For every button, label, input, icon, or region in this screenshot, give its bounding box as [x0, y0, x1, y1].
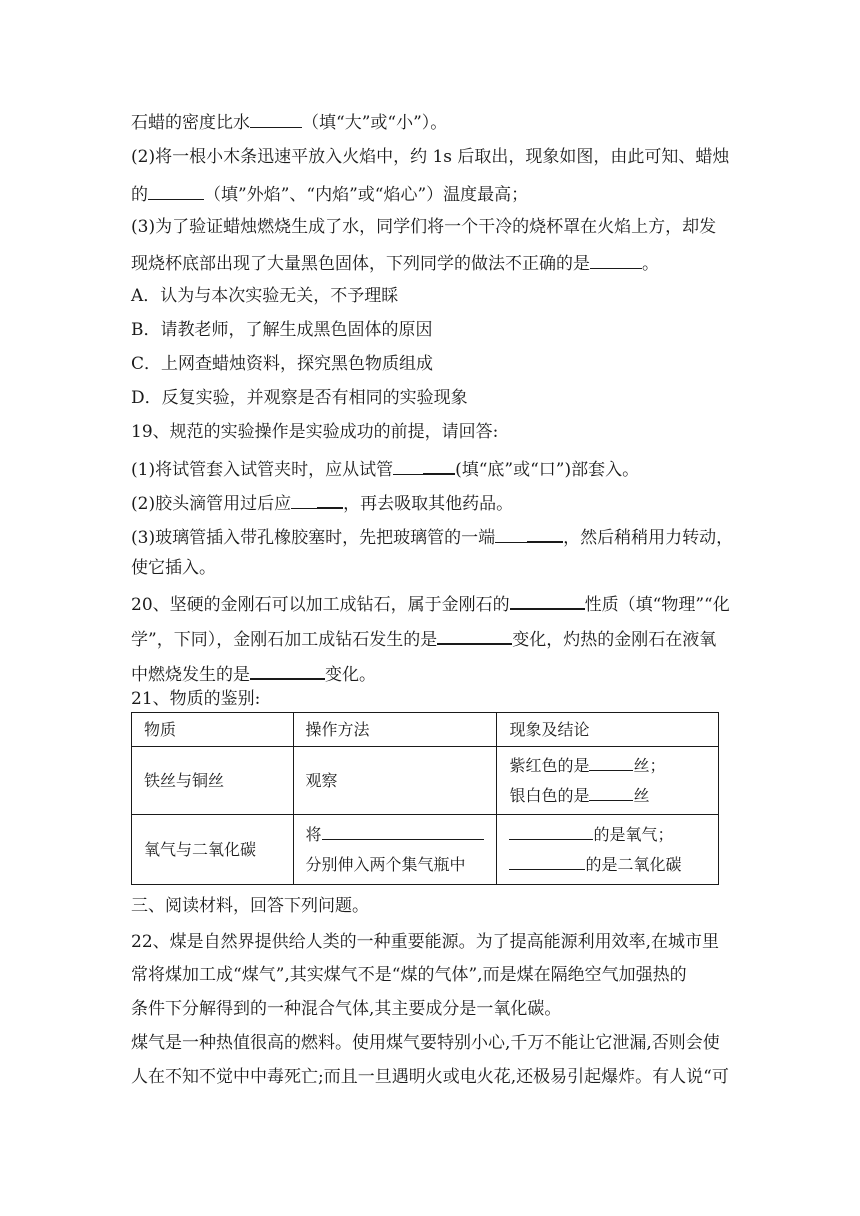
answer-blank[interactable] — [509, 853, 585, 870]
answer-blank[interactable] — [148, 181, 204, 200]
q22-line-3: 条件下分解得到的一种混合气体,其主要成分是一氧化碳。 — [131, 999, 562, 1019]
answer-blank-bold[interactable] — [423, 455, 455, 475]
q20-line-3: 中燃烧发生的是 变化。 — [131, 660, 376, 687]
q18-part2-cont: 的 （填”外焰”、“内焰”或“焰心”）温度最高； — [131, 181, 528, 207]
answer-blank[interactable] — [589, 784, 633, 801]
answer-blank-bold[interactable] — [437, 625, 512, 645]
answer-blank[interactable] — [291, 490, 317, 509]
answer-blank[interactable] — [250, 109, 302, 128]
answer-blank[interactable] — [509, 823, 593, 840]
answer-blank[interactable] — [495, 524, 527, 543]
answer-blank-bold[interactable] — [317, 489, 343, 509]
option-c: C．上网查蜡烛资料，探究黑色物质组成 — [131, 354, 434, 374]
cell-substance: 铁丝与铜丝 — [132, 747, 294, 815]
table-row — [132, 747, 719, 815]
cell-result: 紫红色的是 丝； 银白色的是 丝 — [497, 747, 719, 815]
answer-blank-bold[interactable] — [510, 590, 585, 610]
table-row — [132, 815, 719, 885]
header-method: 操作方法 — [293, 713, 497, 747]
table-header-row — [132, 713, 719, 747]
cell-method: 将 分别伸入两个集气瓶中 — [293, 815, 497, 885]
answer-blank-bold[interactable] — [250, 660, 325, 680]
q21-stem: 21、物质的鉴别: — [131, 689, 261, 709]
cell-result: 的是氧气； 的是二氧化碳 — [497, 815, 719, 885]
paragraph-2-line-1: 煤气是一种热值很高的燃料。使用煤气要特别小心,千万不能让它泄漏,否则会使 — [131, 1033, 720, 1053]
q19-part2: (2)胶头滴管用过后应 ，再去吸取其他药品。 — [131, 489, 513, 516]
answer-blank[interactable] — [589, 754, 633, 771]
option-d: D．反复实验，并观察是否有相同的实验现象 — [131, 388, 468, 408]
identification-table — [131, 712, 719, 885]
section-3-heading: 三、阅读材料，回答下列问题。 — [131, 896, 369, 916]
answer-blank[interactable] — [590, 250, 642, 269]
q20-line-2: 学”，下同），金刚石加工成钻石发生的是 变化，灼热的金刚石在液氧 — [131, 625, 716, 652]
q18-part3-cont: 现烧杯底部出现了大量黑色固体，下列同学的做法不正确的是 。 — [131, 250, 659, 276]
header-result: 现象及结论 — [497, 713, 719, 747]
cell-method: 观察 — [293, 747, 497, 815]
option-a: A．认为与本次实验无关，不予理睬 — [131, 286, 399, 306]
q18-part3-line: (3)为了验证蜡烛燃烧生成了水，同学们将一个干冷的烧杯罩在火焰上方，却发 — [131, 217, 717, 237]
q18-line-1: 石蜡的密度比水 （填“大”或“小”）。 — [131, 109, 447, 135]
option-b: B．请教老师，了解生成黑色固体的原因 — [131, 320, 433, 340]
paragraph-2-line-2: 人在不知不觉中中毒死亡;而且一旦遇明火或电火花,还极易引起爆炸。有人说“可 — [131, 1067, 729, 1087]
q19-stem: 19、规范的实验操作是实验成功的前提，请回答: — [131, 422, 499, 442]
header-substance: 物质 — [132, 713, 294, 747]
answer-blank[interactable] — [393, 456, 423, 475]
answer-blank[interactable] — [322, 823, 484, 840]
q20-line-1: 20、坚硬的金刚石可以加工成钻石，属于金刚石的 性质（填“物理”“化 — [131, 590, 730, 617]
q19-part3-cont: 使它插入。 — [131, 558, 216, 578]
q22-line-2: 常将煤加工成“煤气”,其实煤气不是“煤的气体”,而是煤在隔绝空气加强热的 — [131, 965, 687, 985]
cell-substance: 氧气与二氧化碳 — [132, 815, 294, 885]
q19-part3: (3)玻璃管插入带孔橡胶塞时，先把玻璃管的一端 ，然后稍稍用力转动， — [131, 523, 733, 550]
q18-part2-line: (2)将一根小木条迅速平放入火焰中，约 1s 后取出，现象如图，由此可知、蜡烛 — [131, 147, 730, 167]
q19-part1: (1)将试管套入试管夹时，应从试管 (填“底”或“口”)部套入。 — [131, 455, 639, 482]
answer-blank-bold[interactable] — [527, 523, 563, 543]
q22-line-1: 22、煤是自然界提供给人类的一种重要能源。为了提高能源利用效率,在城市里 — [131, 932, 720, 952]
